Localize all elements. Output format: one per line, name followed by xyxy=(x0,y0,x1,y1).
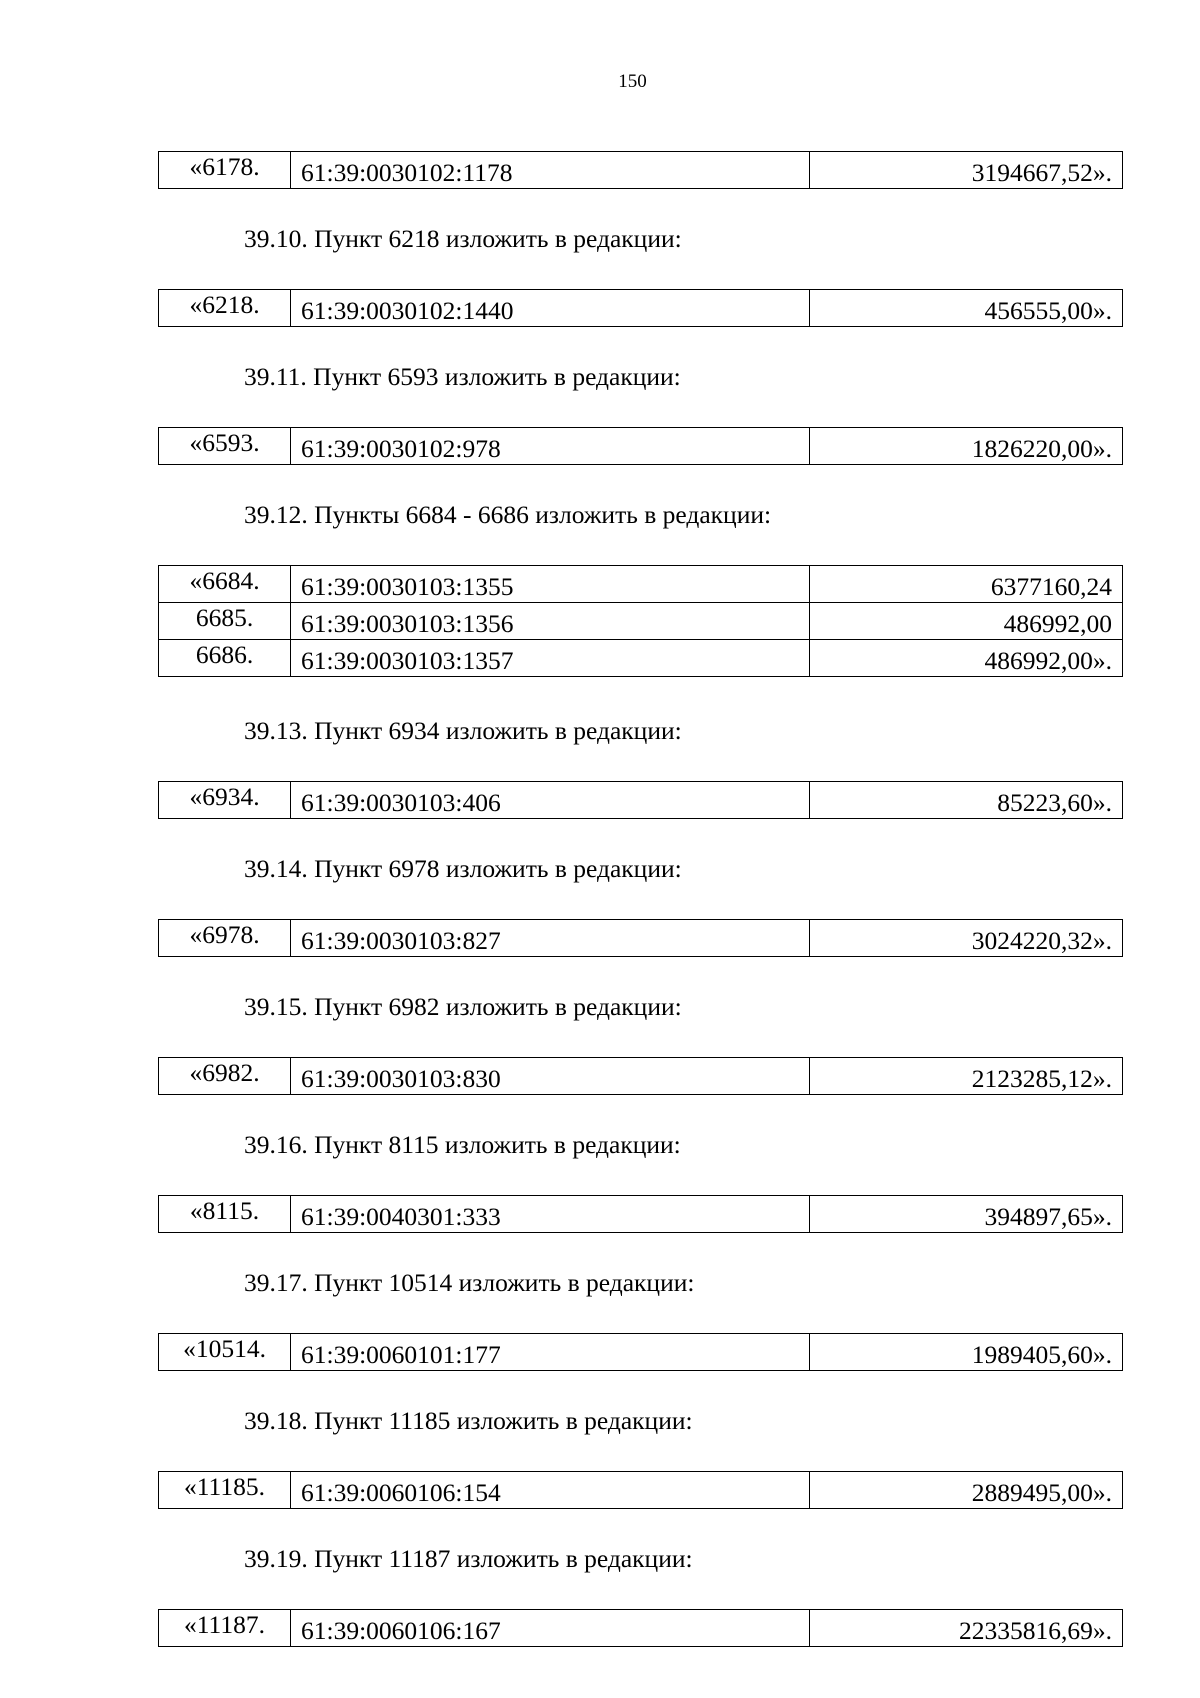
table-row xyxy=(159,920,1123,957)
table-row xyxy=(159,603,1123,640)
cost-table-8115 xyxy=(158,1195,1123,1233)
cadastral-number: 61:39:0030103:406 xyxy=(291,782,810,819)
cadastral-value: 486992,00 xyxy=(810,603,1123,640)
cost-table-6178 xyxy=(158,151,1123,189)
item-number: «6178. xyxy=(159,152,291,189)
cadastral-value: 3194667,52». xyxy=(810,152,1123,189)
cost-table-6593 xyxy=(158,427,1123,465)
cadastral-value: 394897,65». xyxy=(810,1196,1123,1233)
cadastral-value: 22335816,69». xyxy=(810,1610,1123,1647)
table-row xyxy=(159,1196,1123,1233)
amendment-paragraph-39-17: 39.17. Пункт 10514 изложить в редакции: xyxy=(244,1268,695,1297)
item-number: «6978. xyxy=(159,920,291,957)
cadastral-number: 61:39:0030102:978 xyxy=(291,428,810,465)
item-number: «8115. xyxy=(159,1196,291,1233)
cost-table-11185 xyxy=(158,1471,1123,1509)
table-row xyxy=(159,290,1123,327)
amendment-paragraph-39-13: 39.13. Пункт 6934 изложить в редакции: xyxy=(244,716,682,745)
cost-table-10514 xyxy=(158,1333,1123,1371)
amendment-paragraph-39-10: 39.10. Пункт 6218 изложить в редакции: xyxy=(244,224,682,253)
cadastral-value: 85223,60». xyxy=(810,782,1123,819)
cost-table-6684-6686 xyxy=(158,565,1123,677)
cadastral-value: 456555,00». xyxy=(810,290,1123,327)
amendment-paragraph-39-16: 39.16. Пункт 8115 изложить в редакции: xyxy=(244,1130,681,1159)
cadastral-value: 2889495,00». xyxy=(810,1472,1123,1509)
cost-table-11187 xyxy=(158,1609,1123,1647)
item-number: «6684. xyxy=(159,566,291,603)
item-number: «6982. xyxy=(159,1058,291,1095)
cadastral-number: 61:39:0040301:333 xyxy=(291,1196,810,1233)
page-number: 150 xyxy=(618,71,647,92)
amendment-paragraph-39-19: 39.19. Пункт 11187 изложить в редакции: xyxy=(244,1544,693,1573)
cadastral-number: 61:39:0030102:1440 xyxy=(291,290,810,327)
cadastral-value: 3024220,32». xyxy=(810,920,1123,957)
cadastral-number: 61:39:0030103:1356 xyxy=(291,603,810,640)
amendment-paragraph-39-11: 39.11. Пункт 6593 изложить в редакции: xyxy=(244,362,681,391)
cost-table-6982 xyxy=(158,1057,1123,1095)
cadastral-value: 1989405,60». xyxy=(810,1334,1123,1371)
item-number: «11187. xyxy=(159,1610,291,1647)
cadastral-number: 61:39:0030103:1357 xyxy=(291,640,810,677)
item-number: «11185. xyxy=(159,1472,291,1509)
table-row xyxy=(159,428,1123,465)
item-number: «6593. xyxy=(159,428,291,465)
item-number: «6218. xyxy=(159,290,291,327)
table-row xyxy=(159,1334,1123,1371)
table-row xyxy=(159,1058,1123,1095)
table-row xyxy=(159,566,1123,603)
cadastral-number: 61:39:0030103:827 xyxy=(291,920,810,957)
cadastral-number: 61:39:0030103:830 xyxy=(291,1058,810,1095)
cadastral-number: 61:39:0060106:167 xyxy=(291,1610,810,1647)
cost-table-6218 xyxy=(158,289,1123,327)
amendment-paragraph-39-12: 39.12. Пункты 6684 - 6686 изложить в редакции: xyxy=(244,500,772,529)
cadastral-value: 486992,00». xyxy=(810,640,1123,677)
table-row xyxy=(159,1472,1123,1509)
amendment-paragraph-39-14: 39.14. Пункт 6978 изложить в редакции: xyxy=(244,854,682,883)
cadastral-value: 6377160,24 xyxy=(810,566,1123,603)
cadastral-number: 61:39:0060106:154 xyxy=(291,1472,810,1509)
item-number: 6686. xyxy=(159,640,291,677)
cost-table-6978 xyxy=(158,919,1123,957)
amendment-paragraph-39-15: 39.15. Пункт 6982 изложить в редакции: xyxy=(244,992,682,1021)
table-row xyxy=(159,782,1123,819)
table-row xyxy=(159,152,1123,189)
table-row xyxy=(159,1610,1123,1647)
cadastral-number: 61:39:0030102:1178 xyxy=(291,152,810,189)
item-number: «6934. xyxy=(159,782,291,819)
item-number: «10514. xyxy=(159,1334,291,1371)
cadastral-number: 61:39:0060101:177 xyxy=(291,1334,810,1371)
cadastral-value: 2123285,12». xyxy=(810,1058,1123,1095)
table-row xyxy=(159,640,1123,677)
cadastral-value: 1826220,00». xyxy=(810,428,1123,465)
item-number: 6685. xyxy=(159,603,291,640)
amendment-paragraph-39-18: 39.18. Пункт 11185 изложить в редакции: xyxy=(244,1406,693,1435)
cost-table-6934 xyxy=(158,781,1123,819)
cadastral-number: 61:39:0030103:1355 xyxy=(291,566,810,603)
